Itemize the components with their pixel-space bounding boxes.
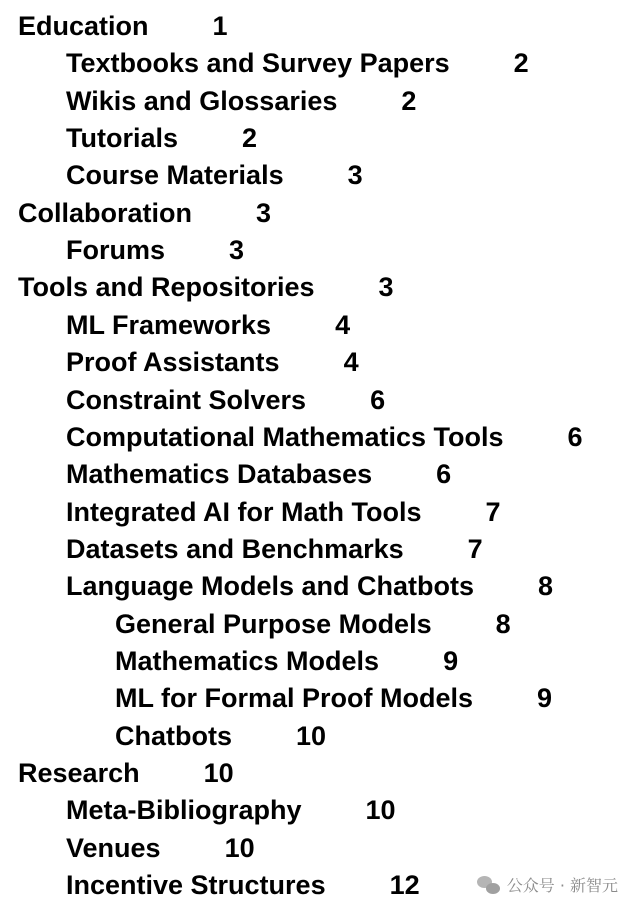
toc-entry-title: Wikis and Glossaries [66,86,338,116]
toc-entry-title: Integrated AI for Math Tools [66,497,422,527]
toc-entry-page-number: 10 [203,758,234,788]
toc-entry-title: Mathematics Models [115,646,380,676]
toc-entry-title: General Purpose Models [115,609,432,639]
toc-entry-page-number: 6 [436,459,452,489]
toc-entry-title: ML Frameworks [66,310,272,340]
toc-entry-title: Constraint Solvers [66,385,307,415]
toc-entry-title: Textbooks and Survey Papers [66,48,450,78]
toc-entry-page-number: 6 [567,422,583,452]
toc-entry-title: Language Models and Chatbots [66,571,475,601]
toc-entry[interactable] [66,867,420,903]
toc-entry-page-number: 2 [242,123,258,153]
toc-entry-page-number: 3 [229,235,245,265]
toc-entry-page-number: 6 [370,385,386,415]
watermark-text: 公众号 · 新智元 [506,876,618,895]
toc-entry[interactable] [66,830,255,866]
toc-entry-title: Chatbots [115,721,232,751]
toc-entry-page-number: 3 [378,272,394,302]
toc-entry[interactable] [66,419,583,455]
toc-entry[interactable] [66,120,257,156]
toc-entry-title: Computational Mathematics Tools [66,422,504,452]
toc-entry-page-number: 9 [537,683,553,713]
toc-entry-page-number: 10 [296,721,327,751]
toc-entry-title: Incentive Structures [66,870,326,900]
toc-entry-title: Education [18,11,149,41]
toc-entry[interactable] [66,382,385,418]
toc-entry-page-number: 4 [343,347,359,377]
toc-entry[interactable] [66,792,396,828]
toc-entry[interactable] [66,157,363,193]
toc-entry[interactable] [18,269,394,305]
toc-entry-page-number: 10 [224,833,255,863]
toc-entry[interactable] [66,568,553,604]
toc-entry-page-number: 3 [256,198,272,228]
toc-entry-page-number: 2 [401,86,417,116]
toc-entry[interactable] [115,718,326,754]
toc-entry-page-number: 9 [443,646,459,676]
toc-entry[interactable] [18,195,271,231]
toc-entry-title: Collaboration [18,198,192,228]
toc-entry[interactable] [18,755,234,791]
toc-entry[interactable] [66,307,350,343]
toc-entry[interactable] [66,456,451,492]
toc-entry-title: Tutorials [66,123,179,153]
toc-entry-page-number: 4 [335,310,351,340]
toc-entry-title: Tools and Repositories [18,272,315,302]
toc-entry-title: Course Materials [66,160,284,190]
toc-entry[interactable] [115,680,552,716]
toc-entry-page-number: 10 [365,795,396,825]
toc-entry-page-number: 7 [485,497,501,527]
toc-entry[interactable] [18,8,228,44]
toc-entry[interactable] [66,83,416,119]
toc-entry-title: Meta-Bibliography [66,795,302,825]
toc-entry[interactable] [115,606,511,642]
toc-entry-title: Forums [66,235,166,265]
toc-entry-title: Venues [66,833,161,863]
toc-entry-title: ML for Formal Proof Models [115,683,474,713]
toc-entry[interactable] [66,45,529,81]
toc-entry[interactable] [66,531,483,567]
toc-entry-title: Datasets and Benchmarks [66,534,404,564]
toc-entry-title: Research [18,758,140,788]
toc-entry-page-number: 7 [467,534,483,564]
toc-entry-page-number: 12 [389,870,420,900]
toc-entry-page-number: 8 [495,609,511,639]
toc-entry-page-number: 8 [538,571,554,601]
watermark [477,873,618,896]
toc-entry[interactable] [66,494,501,530]
toc-entry-title: Proof Assistants [66,347,280,377]
wechat-icon [477,875,501,895]
toc-entry[interactable] [115,643,458,679]
toc-entry[interactable] [66,344,359,380]
toc-entry-page-number: 2 [513,48,529,78]
toc-entry-page-number: 1 [212,11,228,41]
toc-entry-page-number: 3 [347,160,363,190]
toc-entry-title: Mathematics Databases [66,459,373,489]
toc-entry[interactable] [66,232,244,268]
